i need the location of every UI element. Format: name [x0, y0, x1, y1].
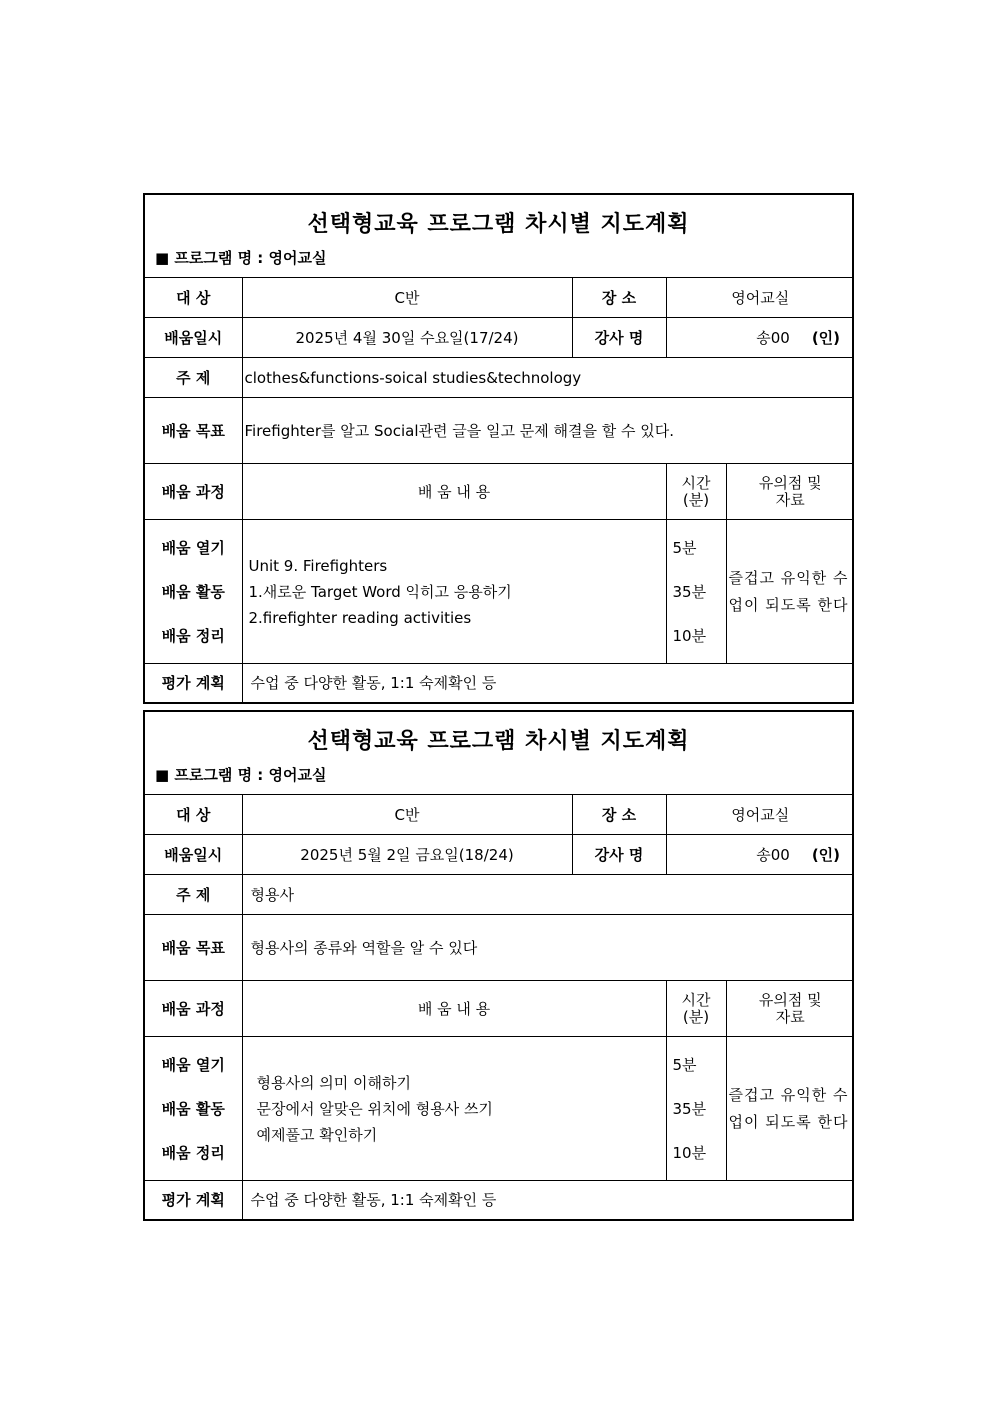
- note-header-top: 유의점 및: [758, 473, 822, 492]
- topic-value: 형용사: [242, 875, 854, 915]
- time-closing: 10분: [672, 626, 707, 645]
- topic-value: clothes&functions-soical studies&technology: [242, 358, 854, 398]
- target-label: 대 상: [145, 278, 242, 318]
- date-value: 2025년 4월 30일 수요일(17/24): [242, 318, 572, 358]
- time-header: [666, 981, 726, 1037]
- place-value: 영어교실: [666, 795, 854, 835]
- topic-label: 주 제: [145, 358, 242, 398]
- content-header: 배 움 내 용: [242, 981, 666, 1037]
- plan-title: 선택형교육 프로그램 차시별 지도계획: [307, 729, 690, 754]
- content-cell: [242, 1037, 666, 1181]
- teacher-label: 강사 명: [572, 318, 666, 358]
- seal-mark: (인): [811, 846, 841, 864]
- goal-label: 배움 목표: [145, 398, 242, 464]
- note-header-bottom: 자료: [775, 1007, 805, 1026]
- plan-table: [145, 794, 854, 1219]
- content-line: 1.새로운 Target Word 익히고 응용하기: [248, 582, 512, 601]
- time-closing: 10분: [672, 1143, 707, 1162]
- time-header-top: 시간: [681, 473, 711, 492]
- teacher-label: 강사 명: [572, 835, 666, 875]
- content-header: 배 움 내 용: [242, 464, 666, 520]
- stage-activity: 배움 활동: [161, 582, 225, 601]
- note-cell: 즐겁고 유익한 수업이 되도록 한다: [726, 520, 854, 664]
- time-opening: 5분: [672, 538, 697, 557]
- lesson-plan-2: [143, 710, 854, 1221]
- time-header: [666, 464, 726, 520]
- note-header-top: 유의점 및: [758, 990, 822, 1009]
- plan-table: [145, 277, 854, 702]
- target-value: C반: [242, 795, 572, 835]
- teacher-name: 송00: [756, 329, 790, 347]
- stage-opening: 배움 열기: [161, 538, 225, 557]
- note-cell: 즐겁고 유익한 수업이 되도록 한다: [726, 1037, 854, 1181]
- plan-header: [145, 712, 852, 794]
- content-cell: [242, 520, 666, 664]
- process-label: 배움 과정: [145, 981, 242, 1037]
- stage-closing: 배움 정리: [161, 1143, 225, 1162]
- time-activity: 35분: [672, 1099, 707, 1118]
- stage-opening: 배움 열기: [161, 1055, 225, 1074]
- time-cell: [666, 520, 726, 664]
- plan-title: 선택형교육 프로그램 차시별 지도계획: [307, 212, 690, 237]
- evaluation-value: 수업 중 다양한 활동, 1:1 숙제확인 등: [242, 664, 854, 702]
- note-header-bottom: 자료: [775, 490, 805, 509]
- target-label: 대 상: [145, 795, 242, 835]
- date-value: 2025년 5월 2일 금요일(18/24): [242, 835, 572, 875]
- content-line: Unit 9. Firefighters: [248, 556, 388, 575]
- lesson-plan-1: [143, 193, 854, 704]
- content-line: 2.firefighter reading activities: [248, 608, 472, 627]
- content-line: 문장에서 알맞은 위치에 형용사 쓰기: [256, 1099, 493, 1118]
- time-header-top: 시간: [681, 990, 711, 1009]
- program-name: ■ 프로그램 명 : 영어교실: [155, 249, 327, 267]
- stage-labels: [145, 1037, 242, 1181]
- time-opening: 5분: [672, 1055, 697, 1074]
- teacher-value: [666, 835, 854, 875]
- goal-label: 배움 목표: [145, 915, 242, 981]
- process-label: 배움 과정: [145, 464, 242, 520]
- content-line: 예제풀고 확인하기: [256, 1125, 378, 1144]
- evaluation-label: 평가 계획: [145, 664, 242, 702]
- time-header-bottom: (분): [682, 490, 710, 509]
- target-value: C반: [242, 278, 572, 318]
- date-label: 배움일시: [145, 835, 242, 875]
- evaluation-value: 수업 중 다양한 활동, 1:1 숙제확인 등: [242, 1181, 854, 1219]
- program-name: ■ 프로그램 명 : 영어교실: [155, 766, 327, 784]
- topic-label: 주 제: [145, 875, 242, 915]
- content-line: 형용사의 의미 이해하기: [256, 1073, 411, 1092]
- teacher-name: 송00: [756, 846, 790, 864]
- time-header-bottom: (분): [682, 1007, 710, 1026]
- plan-header: [145, 195, 852, 277]
- seal-mark: (인): [811, 329, 841, 347]
- place-label: 장 소: [572, 795, 666, 835]
- place-label: 장 소: [572, 278, 666, 318]
- date-label: 배움일시: [145, 318, 242, 358]
- time-cell: [666, 1037, 726, 1181]
- stage-labels: [145, 520, 242, 664]
- time-activity: 35분: [672, 582, 707, 601]
- goal-value: Firefighter를 알고 Social관련 글을 일고 문제 해결을 할 수 있다.: [242, 398, 854, 464]
- note-header: [726, 464, 854, 520]
- note-header: [726, 981, 854, 1037]
- teacher-value: [666, 318, 854, 358]
- stage-activity: 배움 활동: [161, 1099, 225, 1118]
- stage-closing: 배움 정리: [161, 626, 225, 645]
- goal-value: 형용사의 종류와 역할을 알 수 있다: [242, 915, 854, 981]
- place-value: 영어교실: [666, 278, 854, 318]
- evaluation-label: 평가 계획: [145, 1181, 242, 1219]
